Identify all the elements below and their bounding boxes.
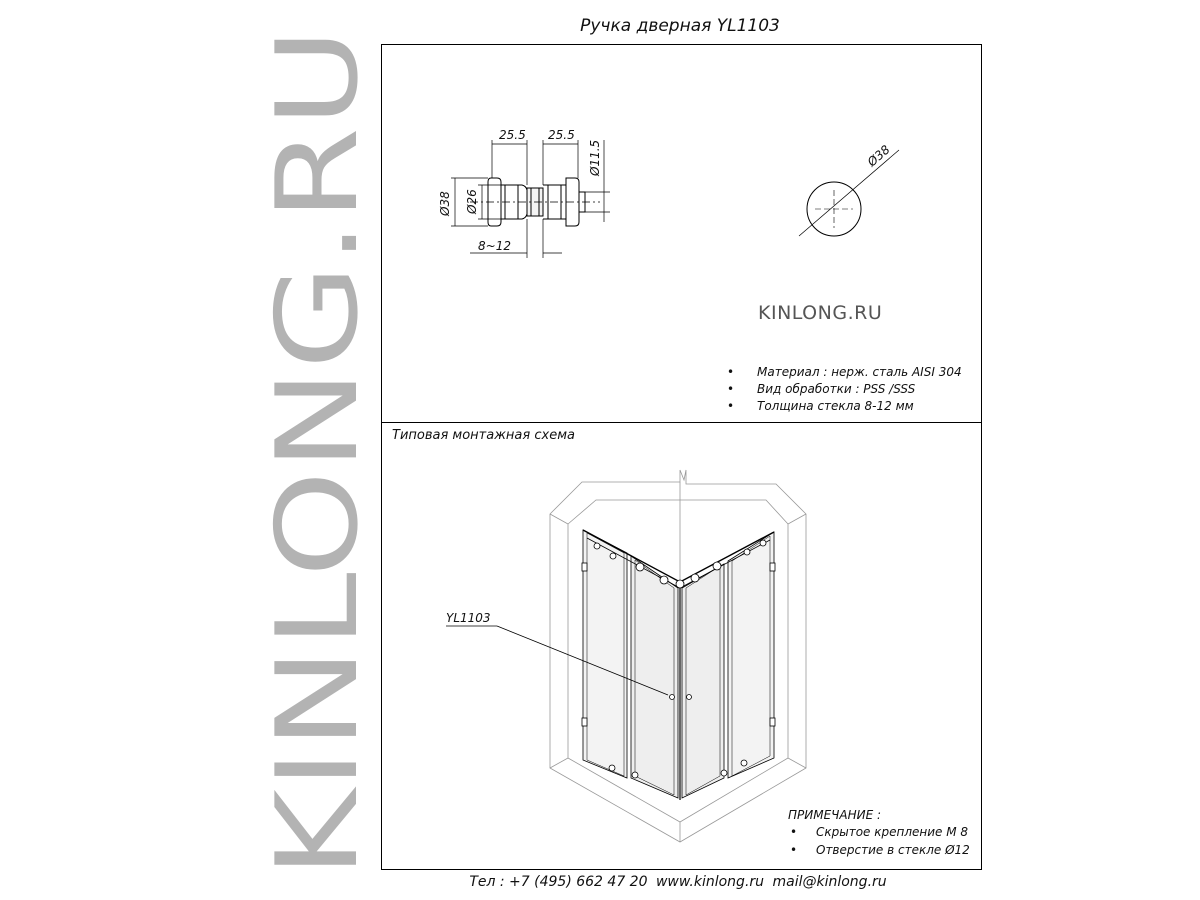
footer-email-link[interactable]: mail@kinlong.ru	[772, 874, 887, 890]
contact-footer	[380, 874, 980, 890]
dim-25-5-right: 25.5	[548, 128, 575, 142]
spec-item: • Вид обработки : PSS /SSS	[727, 382, 916, 396]
note-item: • Отверстие в стекле Ø12	[790, 843, 970, 857]
footer-phone: Тел : +7 (495) 662 47 20	[469, 874, 648, 890]
bullet-icon: •	[790, 825, 798, 839]
dim-8-12: 8~12	[478, 239, 511, 253]
bullet-icon: •	[727, 399, 735, 413]
notes-title: ПРИМЕЧАНИЕ :	[788, 808, 882, 822]
notes-list	[790, 823, 970, 859]
front-view-circle	[799, 150, 899, 236]
bullet-icon: •	[790, 843, 798, 857]
bullet-icon: •	[727, 365, 735, 379]
dim-38-side: Ø38	[438, 191, 452, 216]
dim-11-5: Ø11.5	[588, 139, 602, 176]
section-divider	[381, 422, 982, 423]
dim-38-front: Ø38	[864, 142, 893, 170]
footer-website-link[interactable]: www.kinlong.ru	[655, 874, 765, 890]
spec-item: • Материал : нерж. сталь AISI 304	[727, 365, 962, 379]
spec-item: • Толщина стекла 8-12 мм	[727, 399, 914, 413]
installation-diagram	[381, 424, 982, 868]
spec-list	[727, 364, 962, 415]
bullet-icon: •	[727, 382, 735, 396]
installation-section-label: Типовая монтажная схема	[392, 428, 575, 443]
brand-label: KINLONG.RU	[758, 302, 883, 324]
dim-26: Ø26	[465, 189, 479, 214]
vertical-brand-text: KINLONG.RU	[253, 175, 383, 878]
note-item: • Скрытое крепление M 8	[790, 825, 969, 839]
shower-panels	[583, 530, 774, 800]
dim-25-5-left: 25.5	[499, 128, 526, 142]
callout-label: YL1103	[446, 611, 491, 625]
document-title: Ручка дверная YL1103	[580, 16, 780, 36]
